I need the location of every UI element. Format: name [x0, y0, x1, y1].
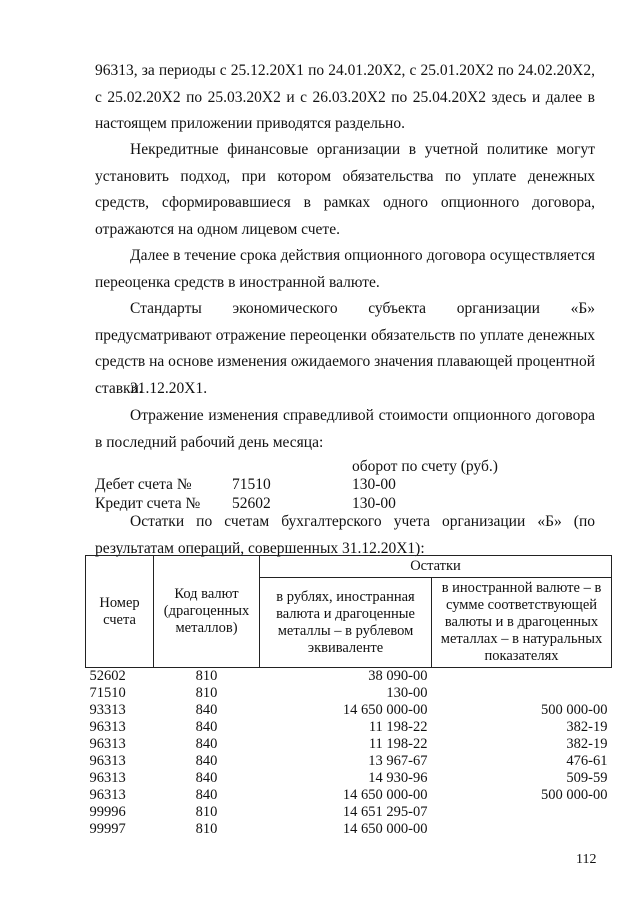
currency-code-cell: 810	[195, 668, 218, 684]
rub-balance-cell: 14 651 295-07	[342, 804, 428, 820]
paragraph-balances: Остатки по счетам бухгалтерского учета организации «Б» (по результатам операций, совершенных 31.12.20Х1):	[95, 513, 595, 557]
credit-label: Кредит счета №	[95, 495, 201, 512]
balances-table-wrap	[85, 555, 611, 838]
table-row	[86, 821, 612, 838]
balances-table-body	[86, 668, 612, 839]
rub-balance-cell: 13 967-67	[368, 753, 428, 769]
table-row	[86, 753, 612, 770]
table-row	[86, 787, 612, 804]
rub-balance-cell: 38 090-00	[368, 668, 428, 684]
paragraph-periods: 96313, за периоды с 25.12.20Х1 по 24.01.20Х2, с 25.01.20Х2 по 24.02.20Х2, с 25.02.20Х2 по 25.03.20Х2 и с 26.03.20Х2 по 25.04.20Х2 здесь и далее в настоящем приложении приводятся раздельно.	[95, 62, 595, 132]
header-rub-equivalent: в рублях, иностранная валюта и драгоценные металлы – в рублевом эквиваленте	[260, 578, 432, 668]
account-cell: 96313	[89, 753, 126, 769]
foreign-balance-cell: 509-59	[566, 770, 608, 786]
credit-account: 52602	[232, 495, 271, 512]
paragraph-date: 31.12.20Х1.	[130, 380, 208, 397]
header-currency-code: Код валют (драгоценных металлов)	[154, 556, 260, 668]
table-row	[86, 736, 612, 753]
foreign-balance-cell	[432, 804, 612, 821]
currency-code-cell: 840	[195, 719, 218, 735]
account-cell: 99996	[89, 804, 126, 820]
currency-code-cell: 810	[195, 804, 218, 820]
account-cell: 99997	[89, 821, 126, 837]
table-row	[86, 770, 612, 787]
account-cell: 96313	[89, 787, 126, 803]
debit-entry	[95, 475, 595, 494]
currency-code-cell: 840	[195, 753, 218, 769]
paragraph-revaluation: Далее в течение срока действия опционного договора осуществляется переоценка средств в иностранной валюте.	[95, 247, 595, 291]
debit-label: Дебет счета №	[95, 476, 192, 493]
rub-balance-cell: 14 650 000-00	[342, 702, 428, 718]
foreign-balance-cell	[432, 668, 612, 686]
currency-code-cell: 810	[195, 685, 218, 701]
foreign-balance-cell	[432, 685, 612, 702]
table-row	[86, 719, 612, 736]
rub-balance-cell: 14 650 000-00	[342, 787, 428, 803]
foreign-balance-cell: 500 000-00	[541, 702, 608, 718]
paragraph-standards: Стандарты экономического субъекта организации «Б» предусматривают отражение переоценки обязательств по уплате денежных средств на основе изменения ожидаемого значения плавающей процентной ставки.	[95, 300, 595, 397]
foreign-balance-cell	[432, 821, 612, 838]
currency-code-cell: 840	[195, 770, 218, 786]
foreign-balance-cell: 382-19	[566, 736, 608, 752]
currency-code-cell: 840	[195, 702, 218, 718]
table-row	[86, 702, 612, 719]
account-cell: 71510	[89, 685, 126, 701]
debit-amount: 130-00	[352, 476, 396, 493]
rub-balance-cell: 14 650 000-00	[342, 821, 428, 837]
foreign-balance-cell: 476-61	[566, 753, 608, 769]
account-cell: 93313	[89, 702, 126, 718]
turnover-header: оборот по счету (руб.)	[352, 458, 498, 475]
account-cell: 96313	[89, 736, 126, 752]
foreign-balance-cell: 500 000-00	[541, 787, 608, 803]
rub-balance-cell: 130-00	[386, 685, 428, 701]
account-cell: 96313	[89, 719, 126, 735]
currency-code-cell: 810	[195, 821, 218, 837]
rub-balance-cell: 11 198-22	[368, 719, 428, 735]
currency-code-cell: 840	[195, 787, 218, 803]
account-cell: 96313	[89, 770, 126, 786]
credit-amount: 130-00	[352, 495, 396, 512]
table-row	[86, 685, 612, 702]
currency-code-cell: 840	[195, 736, 218, 752]
table-row	[86, 668, 612, 686]
foreign-balance-cell: 382-19	[566, 719, 608, 735]
header-account-number: Номер счета	[86, 556, 154, 668]
turnover-header-row	[95, 457, 595, 476]
balances-table	[85, 555, 612, 838]
debit-account: 71510	[232, 476, 271, 493]
account-cell: 52602	[89, 668, 126, 684]
page-number: 112	[576, 852, 597, 867]
rub-balance-cell: 11 198-22	[368, 736, 428, 752]
table-row	[86, 804, 612, 821]
rub-balance-cell: 14 930-96	[368, 770, 428, 786]
header-foreign-currency: в иностранной валюте – в сумме соответствующей валюты и в драгоценных металлах – в натуральных показателях	[432, 578, 612, 668]
paragraph-accounting-policy: Некредитные финансовые организации в учетной политике могут установить подход, при котором обязательства по уплате денежных средств, сформировавшиеся в рамках одного опционного договора, отражаются на одном лицевом счете.	[95, 141, 595, 238]
paragraph-fair-value: Отражение изменения справедливой стоимости опционного договора в последний рабочий день месяца:	[95, 407, 595, 451]
header-balances: Остатки	[260, 556, 612, 578]
